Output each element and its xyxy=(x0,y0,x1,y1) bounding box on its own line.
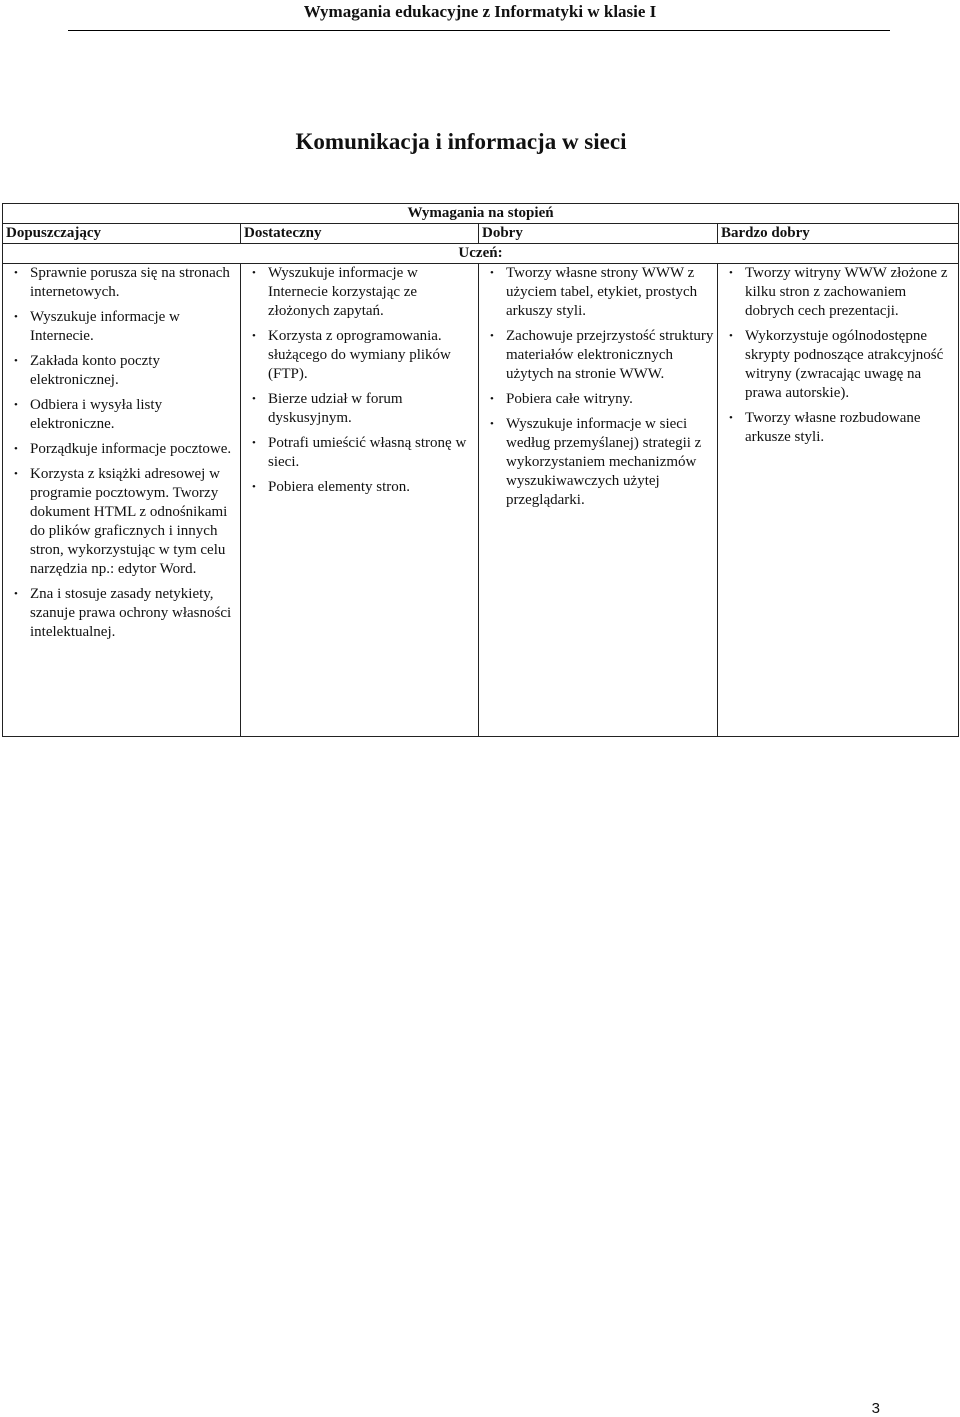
bullet-icon: • xyxy=(729,267,733,279)
column-dostateczny xyxy=(241,264,479,737)
list-item: • Korzysta z książki adresowej w programie pocztowym. Tworzy dokument HTML z odnośnikami do plików graficznych i innych stron, wykorzystując w tym celu narzędzia np.: edytor Word. xyxy=(14,466,228,577)
list-item: • Wyszukuje informacje w Internecie. xyxy=(14,309,180,344)
list-item: • Bierze udział w forum dyskusyjnym. xyxy=(252,391,403,426)
list-item: • Zachowuje przejrzystość struktury materiałów elektronicznych użytych na stronie WWW. xyxy=(490,328,714,382)
list-item: • Potrafi umieścić własną stronę w sieci. xyxy=(252,435,467,470)
bullet-icon: • xyxy=(252,481,256,493)
bullet-icon: • xyxy=(490,393,494,405)
header-divider xyxy=(68,30,890,31)
bullet-icon: • xyxy=(14,311,18,323)
student-label: Uczeń: xyxy=(3,244,959,264)
requirements-label: Wymagania na stopień xyxy=(3,204,959,224)
bullet-icon: • xyxy=(252,393,256,405)
bullet-icon: • xyxy=(14,443,18,455)
requirements-table xyxy=(2,203,959,737)
list-item: • Porządkuje informacje pocztowe. xyxy=(14,441,232,457)
bullet-icon: • xyxy=(729,330,733,342)
bullet-icon: • xyxy=(252,267,256,279)
list-item: • Wyszukuje informacje w sieci według przemyślanej) strategii z wykorzystaniem mechanizmów wyszukiwawczych użytej przeglądarki. xyxy=(490,416,702,508)
list-item: • Tworzy własne rozbudowane arkusze styli. xyxy=(729,410,921,445)
bullet-icon: • xyxy=(490,330,494,342)
grade-header-bardzo-dobry: Bardzo dobry xyxy=(718,224,959,244)
list-item: • Wykorzystuje ogólnodostępne skrypty podnoszące atrakcyjność witryny (zwracając uwagę na prawa autorskie). xyxy=(729,328,944,401)
list-item: • Pobiera elementy stron. xyxy=(252,479,411,495)
bullet-icon: • xyxy=(252,437,256,449)
column-bardzo-dobry xyxy=(718,264,959,737)
list-item: • Tworzy witryny WWW złożone z kilku stron z zachowaniem dobrych cech prezentacji. xyxy=(729,265,948,319)
document-header-title: Wymagania edukacyjne z Informatyki w klasie I xyxy=(303,2,657,21)
list-item: • Zna i stosuje zasady netykiety, szanuje prawa ochrony własności intelektualnej. xyxy=(14,586,232,640)
bullet-icon: • xyxy=(14,355,18,367)
bullet-icon: • xyxy=(490,418,494,430)
bullet-icon: • xyxy=(14,588,18,600)
grade-header-dostateczny: Dostateczny xyxy=(241,224,479,244)
list-item: • Zakłada konto poczty elektronicznej. xyxy=(14,353,160,388)
list-item: • Sprawnie porusza się na stronach internetowych. xyxy=(14,265,230,300)
section-title: Komunikacja i informacja w sieci xyxy=(295,129,627,154)
grade-header-dopuszczajacy: Dopuszczający xyxy=(3,224,241,244)
page-number: 3 xyxy=(871,1400,880,1417)
list-item: • Tworzy własne strony WWW z użyciem tabel, etykiet, prostych arkuszy styli. xyxy=(490,265,698,319)
grade-header-dobry: Dobry xyxy=(479,224,718,244)
bullet-icon: • xyxy=(14,399,18,411)
bullet-icon: • xyxy=(14,468,18,480)
bullet-icon: • xyxy=(14,267,18,279)
list-item: • Odbiera i wysyła listy elektroniczne. xyxy=(14,397,163,432)
list-item: • Pobiera całe witryny. xyxy=(490,391,633,407)
column-dopuszczajacy xyxy=(3,264,241,737)
list-item: • Wyszukuje informacje w Internecie korzystając ze złożonych zapytań. xyxy=(252,265,418,319)
bullet-icon: • xyxy=(252,330,256,342)
bullet-icon: • xyxy=(490,267,494,279)
bullet-icon: • xyxy=(729,412,733,424)
column-dobry xyxy=(479,264,718,737)
list-item: • Korzysta z oprogramowania. służącego do wymiany plików (FTP). xyxy=(252,328,451,382)
